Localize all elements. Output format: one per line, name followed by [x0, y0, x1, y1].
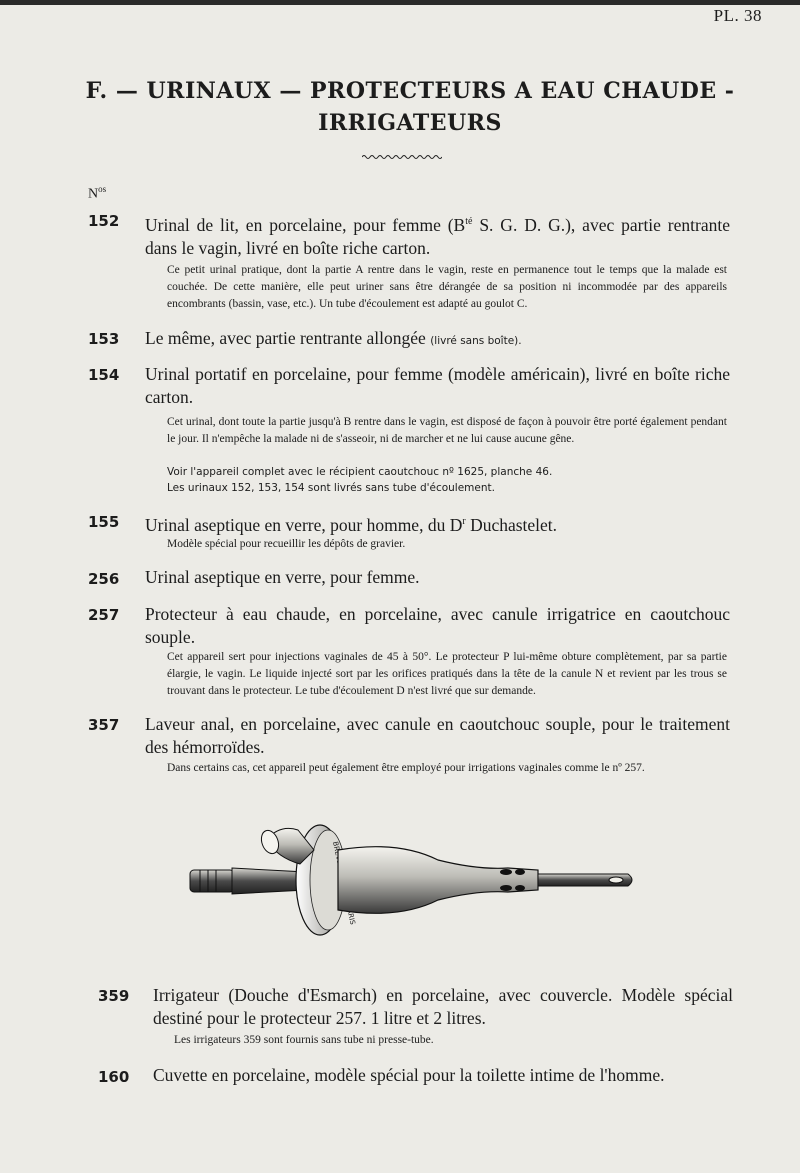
entry-description: Laveur anal, en porcelaine, avec canule en caoutchouc souple, pour le traitement des hémorroïdes. [145, 714, 730, 757]
plate-number: PL. 38 [713, 6, 762, 25]
page-title-line1: F. — URINAUX — PROTECTEURS A EAU CHAUDE - [85, 78, 735, 104]
entry-number: 256 [88, 570, 120, 588]
anal-washer-illustration [188, 820, 638, 950]
entry-number: 154 [88, 366, 120, 384]
entry-note: Les irrigateurs 359 sont fournis sans tube ni presse-tube. [174, 1034, 434, 1046]
entry-note-remark: Les urinaux 152, 153, 154 sont livrés sans tube d'écoulement. [167, 482, 495, 494]
entry-note: Dans certains cas, cet appareil peut également être employé pour irrigations vaginales comme le nº 257. [167, 762, 645, 774]
entry-number: 257 [88, 606, 120, 624]
entry-description: Urinal portatif en porcelaine, pour femme (modèle américain), livré en boîte riche carton. [145, 364, 730, 407]
entry-number: 153 [88, 330, 120, 348]
entry-description: Protecteur à eau chaude, en porcelaine, avec canule irrigatrice en caoutchouc souple. [145, 604, 730, 647]
page-title-line2: IRRIGATEURS [318, 110, 502, 136]
entry-note: Cet appareil sert pour injections vaginales de 45 à 50°. Le protecteur P lui-même obture complètement, par sa partie élargie, le vagin. Le liquide injecté sort par les orifices pratiqués dans la tête de la canule N et revient par les trous se trouvant dans le protecteur. Le tube d'écoulement D n'est livré que sur demande. [167, 651, 727, 697]
entry-note-reference: Voir l'appareil complet avec le récipient caoutchouc nº 1625, planche 46. [167, 466, 553, 478]
entry-description: Urinal aseptique en verre, pour homme, du $D^r$ Duchastelet. [145, 514, 558, 535]
top-edge-band [0, 0, 800, 5]
numbers-heading: $N^{os}$ [88, 184, 107, 202]
entry-description: Irrigateur (Douche d'Esmarch) en porcelaine, avec couvercle. Modèle spécial destiné pour le protecteur 257. 1 litre et 2 litres. [153, 985, 733, 1028]
entry-number: 152 [88, 212, 120, 230]
entry-description: Urinal aseptique en verre, pour femme. [145, 567, 420, 587]
entry-number: 160 [98, 1068, 130, 1086]
title-flourish [362, 152, 442, 162]
entry-number: 357 [88, 716, 120, 734]
entry-note: Ce petit urinal pratique, dont la partie A rentre dans le vagin, reste en permanence tout le temps que la malade est couchée. De cette manière, elle peut uriner sans être dérangée de sa position ni incommodée par des appareils encombrants (bassin, vase, etc.). Un tube d'écoulement est adapté au goulot C. [167, 264, 727, 310]
entry-note: Cet urinal, dont toute la partie jusqu'à B rentre dans le vagin, est disposé de façon à pouvoir être porté également pendant le jour. Il n'empêche la malade ni de s'asseoir, ni de marcher et ne lui cause aucune gêne. [167, 416, 727, 445]
entry-description: Urinal de lit, en porcelaine, pour femme ($B^{té}$ S. G. D. G.), avec partie rentrante dans le vagin, livré en boîte riche carton. [145, 214, 730, 258]
entry-number: 359 [98, 987, 130, 1005]
entry-note: Modèle spécial pour recueillir les dépôts de gravier. [167, 538, 406, 550]
entry-description: Cuvette en porcelaine, modèle spécial pour la toilette intime de l'homme. [153, 1065, 665, 1085]
svg-text:BREVETÉ DÉPOSÉ PARIS: PARIS [344, 904, 357, 926]
entry-number: 155 [88, 513, 120, 531]
entry-description: Le même, avec partie rentrante allongée (livré sans boîte). [145, 328, 522, 348]
